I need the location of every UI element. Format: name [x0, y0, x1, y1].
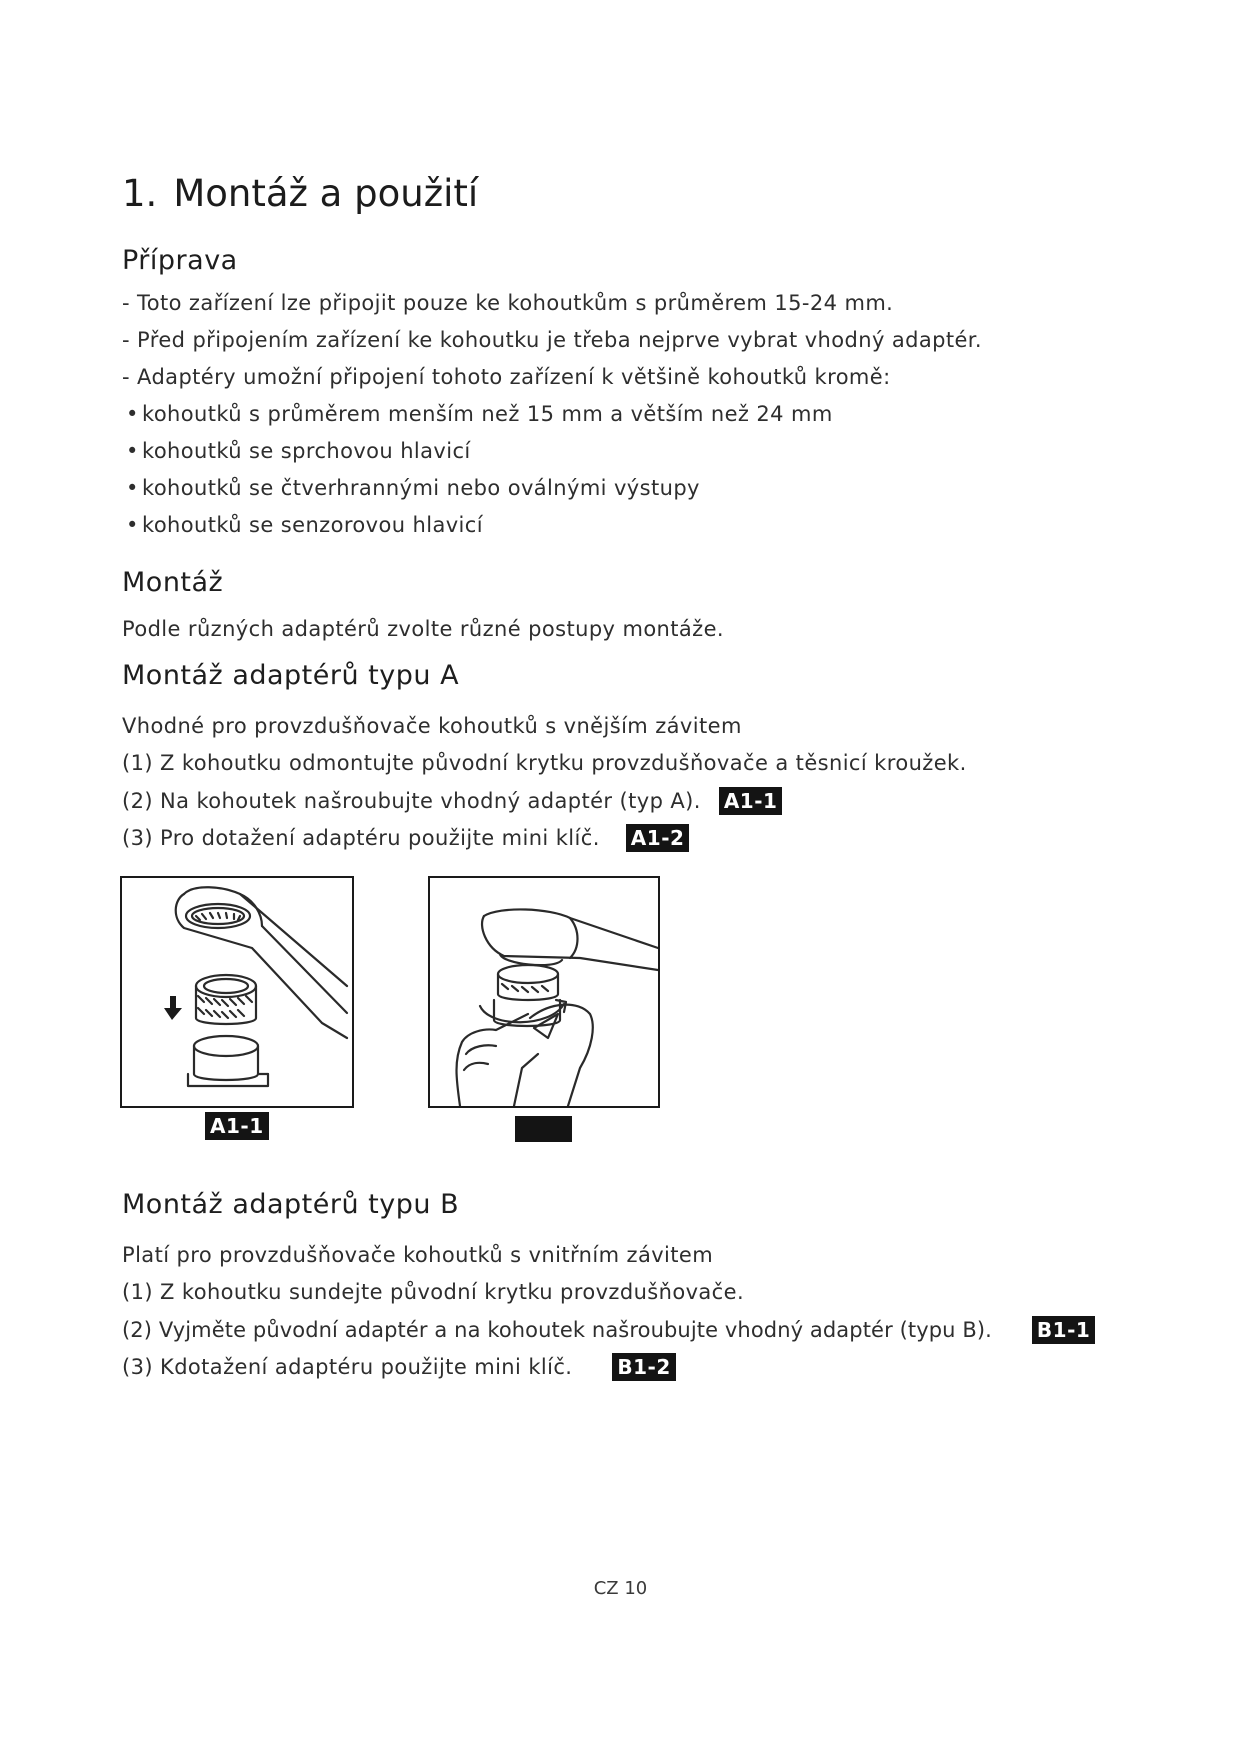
hand-tightening-illustration: [430, 878, 658, 1106]
type-b-step: (1) Z kohoutku sundejte původní krytku provzdušňovače.: [122, 1280, 745, 1304]
prep-line: - Adaptéry umožní připojení tohoto zařízení k většině kohoutků kromě:: [122, 365, 891, 389]
type-a-step: (3) Pro dotažení adaptéru použijte mini klíč. A1-2: [122, 824, 689, 852]
type-b-intro: Platí pro provzdušňovače kohoutků s vnitřním závitem: [122, 1243, 714, 1267]
step-badge: A1-1: [719, 787, 783, 815]
faucet-adapter-illustration: [122, 878, 352, 1106]
step-badge: A1-2: [626, 824, 690, 852]
figure-a1-2: [428, 876, 660, 1108]
page-number: CZ 10: [593, 1578, 648, 1599]
type-b-step: (3) Kdotažení adaptéru použijte mini klíč. B1-2: [122, 1353, 676, 1381]
step-badge: B1-1: [1032, 1316, 1095, 1344]
section-title-preparation: Příprava: [122, 245, 238, 276]
heading-title: Montáž a použití: [173, 172, 479, 215]
prep-bullet: • kohoutků se senzorovou hlavicí: [126, 513, 483, 537]
assembly-text: Podle různých adaptérů zvolte různé postupy montáže.: [122, 617, 724, 641]
step-badge: B1-2: [612, 1353, 675, 1381]
page-heading: [122, 172, 478, 215]
figure-label-redacted: [515, 1116, 572, 1142]
type-b-step: (2) Vyjměte původní adaptér a na kohoutek našroubujte vhodný adaptér (typu B). B1-1: [122, 1316, 1095, 1344]
prep-bullet: • kohoutků s průměrem menším než 15 mm a větším než 24 mm: [126, 402, 833, 426]
section-title-assembly: Montáž: [122, 567, 224, 598]
prep-line: - Toto zařízení lze připojit pouze ke kohoutkům s průměrem 15-24 mm.: [122, 291, 894, 315]
arrow-up-icon: [164, 996, 182, 1020]
prep-line: - Před připojením zařízení ke kohoutku je třeba nejprve vybrat vhodný adaptér.: [122, 328, 982, 352]
figure-a1-1: [120, 876, 354, 1108]
prep-bullet: • kohoutků se čtverhrannými nebo oválnými výstupy: [126, 476, 700, 500]
section-title-type-b: Montáž adaptérů typu B: [122, 1189, 460, 1220]
type-a-step: (2) Na kohoutek našroubujte vhodný adaptér (typ A). A1-1: [122, 787, 782, 815]
heading-number: 1.: [122, 172, 158, 215]
prep-bullet: • kohoutků se sprchovou hlavicí: [126, 439, 471, 463]
figure-label: A1-1: [205, 1112, 269, 1140]
type-a-step: (1) Z kohoutku odmontujte původní krytku provzdušňovače a těsnicí kroužek.: [122, 751, 967, 775]
type-a-intro: Vhodné pro provzdušňovače kohoutků s vnějším závitem: [122, 714, 742, 738]
section-title-type-a: Montáž adaptérů typu A: [122, 660, 460, 691]
